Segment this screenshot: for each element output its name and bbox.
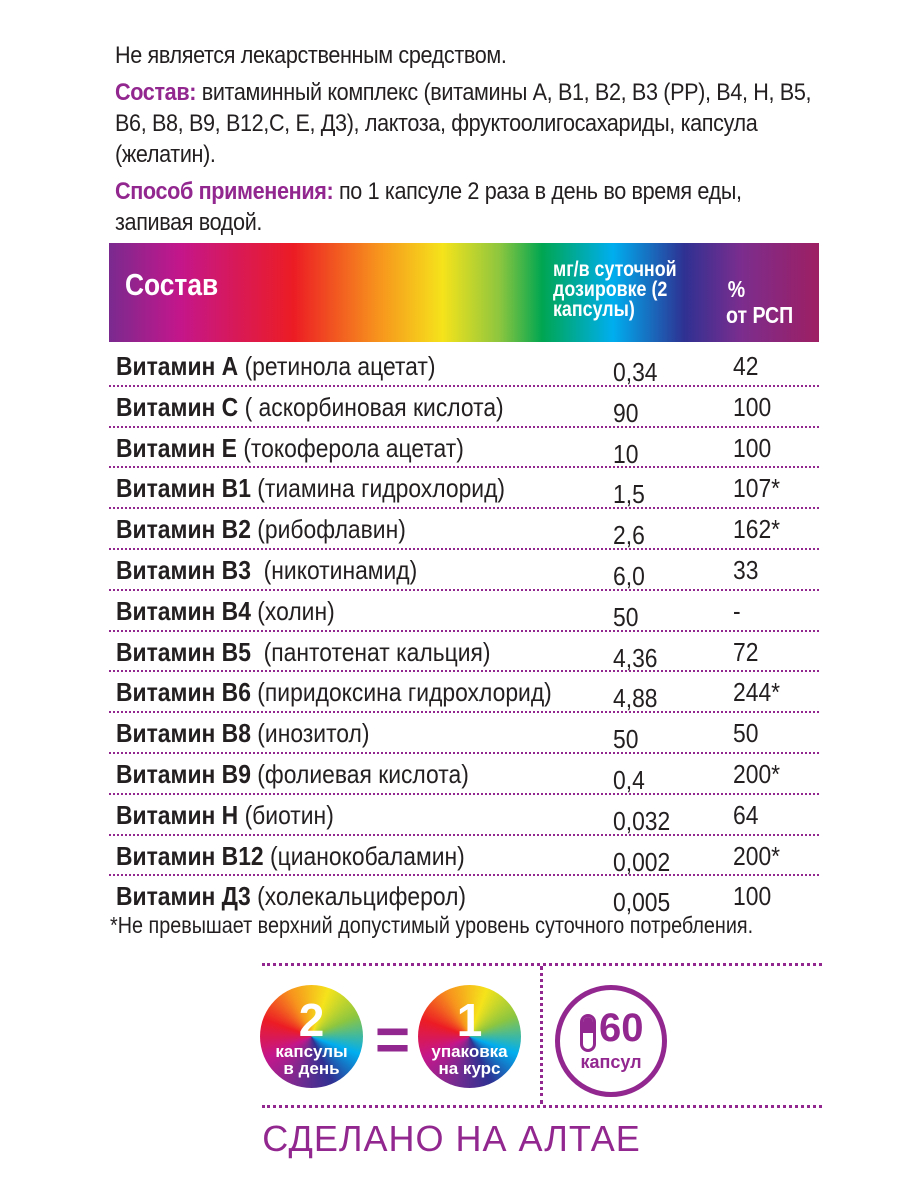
dose-cell: 90 [613,397,639,428]
vitamin-substance: (пантотенат кальция) [250,636,491,667]
vitamin-substance: (токоферола ацетат) [236,432,464,463]
vitamin-substance: (цианокобаламин) [263,840,465,871]
vitamin-substance: (холекальциферол) [250,881,467,912]
vitamin-name-cell [116,595,335,627]
daily-dose-label-1: капсулы [275,1042,348,1061]
table-row [109,754,819,795]
header-dose: мг/в суточной дозировке (2 капсулы) [553,258,677,321]
header-percent-label: от РСП [726,302,794,328]
intro-text [115,40,820,238]
vitamin-name-cell [116,758,469,790]
dose-cell: 50 [613,601,639,632]
vitamin-substance: (ретинола ацетат) [238,351,436,381]
dose-cell: 10 [613,438,639,469]
header-percent [726,276,803,328]
vitamin-name: Витамин В5 [116,636,251,667]
table-row [109,509,819,550]
header-composition: Состав [125,267,219,302]
percent-cell: 50 [733,718,759,749]
vitamin-name-cell [116,717,369,749]
vitamin-name-cell [116,432,464,464]
course-label-1: упаковка [431,1042,508,1061]
dose-cell: 0,032 [613,805,671,836]
vitamin-name-cell [116,472,505,504]
dose-cell: 0,005 [613,887,671,918]
usage-paragraph [115,176,820,238]
table-row [109,428,819,469]
vitamin-name: Витамин Н [116,799,239,830]
percent-cell: 100 [733,432,772,463]
vitamin-name: Витамин В8 [116,718,251,749]
usage-text: по 1 капсуле 2 раза в день во время еды, запивая водой. [115,178,742,236]
percent-cell: 100 [733,391,772,422]
capsules-count-badge [555,985,667,1097]
vitamin-name: Витамин В4 [116,595,251,626]
percent-cell: 100 [733,881,772,912]
vitamin-name: Витамин В1 [116,473,251,504]
vitamin-substance: (холин) [250,595,335,626]
dose-cell: 4,88 [613,683,658,714]
header-percent-sign: % [727,276,746,302]
daily-dose-badge [260,985,363,1088]
table-row [109,346,819,387]
not-medicine-note: Не является лекарственным средством. [115,42,507,69]
dose-cell: 2,6 [613,520,645,551]
percent-cell: 200* [733,758,781,789]
daily-dose-number: 2 [298,994,325,1046]
dose-cell: 6,0 [613,560,645,591]
table-row [109,591,819,632]
vitamin-substance: ( аскорбиновая кислота) [238,391,504,422]
table-header [109,243,819,342]
vitamin-name: Витамин Д3 [116,881,251,912]
table-row [109,795,819,836]
vitamin-table [109,346,819,917]
dose-cell: 0,002 [613,846,671,877]
dose-cell: 4,36 [613,642,658,673]
percent-cell: 162* [733,514,781,545]
percent-cell: 72 [733,636,759,667]
vitamin-name: Витамин В3 [116,554,251,585]
vitamin-name: Витамин С [116,391,239,422]
table-row [109,713,819,754]
vitamin-name: Витамин Е [116,432,237,463]
vitamin-name: Витамин В2 [116,514,251,545]
dose-cell: 1,5 [613,479,645,510]
table-row [109,550,819,591]
percent-cell: 64 [733,799,759,830]
capsule-icon [580,1014,596,1052]
percent-cell: 200* [733,840,781,871]
vitamin-name-cell [116,350,436,382]
vitamin-substance: (пиридоксина гидрохлорид) [250,677,552,708]
composition-label: Состав: [115,79,197,106]
composition-paragraph [115,77,820,170]
percent-cell: 33 [733,554,759,585]
vitamin-name-cell [116,513,406,545]
table-row [109,468,819,509]
dose-cell: 50 [613,724,639,755]
divider-bottom [262,1105,822,1108]
made-in-altai: СДЕЛАНО НА АЛТАЕ [262,1118,641,1159]
vitamin-name-cell [116,636,491,668]
vitamin-name-cell [116,391,504,423]
capsules-number: 60 [599,1006,644,1050]
composition-text: витаминный комплекс (витамины А, В1, В2, В3 (РР), В4, Н, В5, В6, В8, В9, В12,С, Е, Д3), лактоза, фруктоолигосахариды, капсула (желатин). [115,79,812,168]
table-row [109,672,819,713]
footnote: *Не превышает верхний допустимый уровень суточного потребления. [110,912,754,938]
percent-cell: 42 [733,351,759,381]
vitamin-name-cell [116,840,465,872]
equals-sign: = [375,1006,411,1073]
divider-vertical [540,966,543,1104]
vitamin-name: Витамин А [116,351,239,381]
table-row [109,836,819,877]
dose-cell: 0,34 [613,357,658,387]
daily-dose-label-2: в день [283,1059,340,1078]
vitamin-substance: (тиамина гидрохлорид) [250,473,506,504]
course-badge [418,985,521,1088]
percent-cell: - [733,595,741,626]
vitamin-name: Витамин В9 [116,758,251,789]
vitamin-substance: (рибофлавин) [250,514,406,545]
vitamin-substance: (инозитол) [250,718,370,749]
percent-cell: 244* [733,677,781,708]
vitamin-name-cell [116,880,466,912]
dose-cell: 0,4 [613,764,645,795]
table-row [109,387,819,428]
vitamin-name-cell [116,554,417,586]
vitamin-name: Витамин В12 [116,840,264,871]
vitamin-substance: (биотин) [238,799,334,830]
course-label-2: на курс [438,1059,501,1078]
capsules-label: капсул [580,1052,642,1072]
vitamin-name-cell [116,799,334,831]
usage-label: Способ применения: [115,178,334,205]
vitamin-substance: (никотинамид) [250,554,418,585]
vitamin-name-cell [116,676,552,708]
percent-cell: 107* [733,473,781,504]
vitamin-name: Витамин В6 [116,677,251,708]
vitamin-substance: (фолиевая кислота) [250,758,469,789]
course-number: 1 [456,994,483,1046]
table-row [109,632,819,673]
